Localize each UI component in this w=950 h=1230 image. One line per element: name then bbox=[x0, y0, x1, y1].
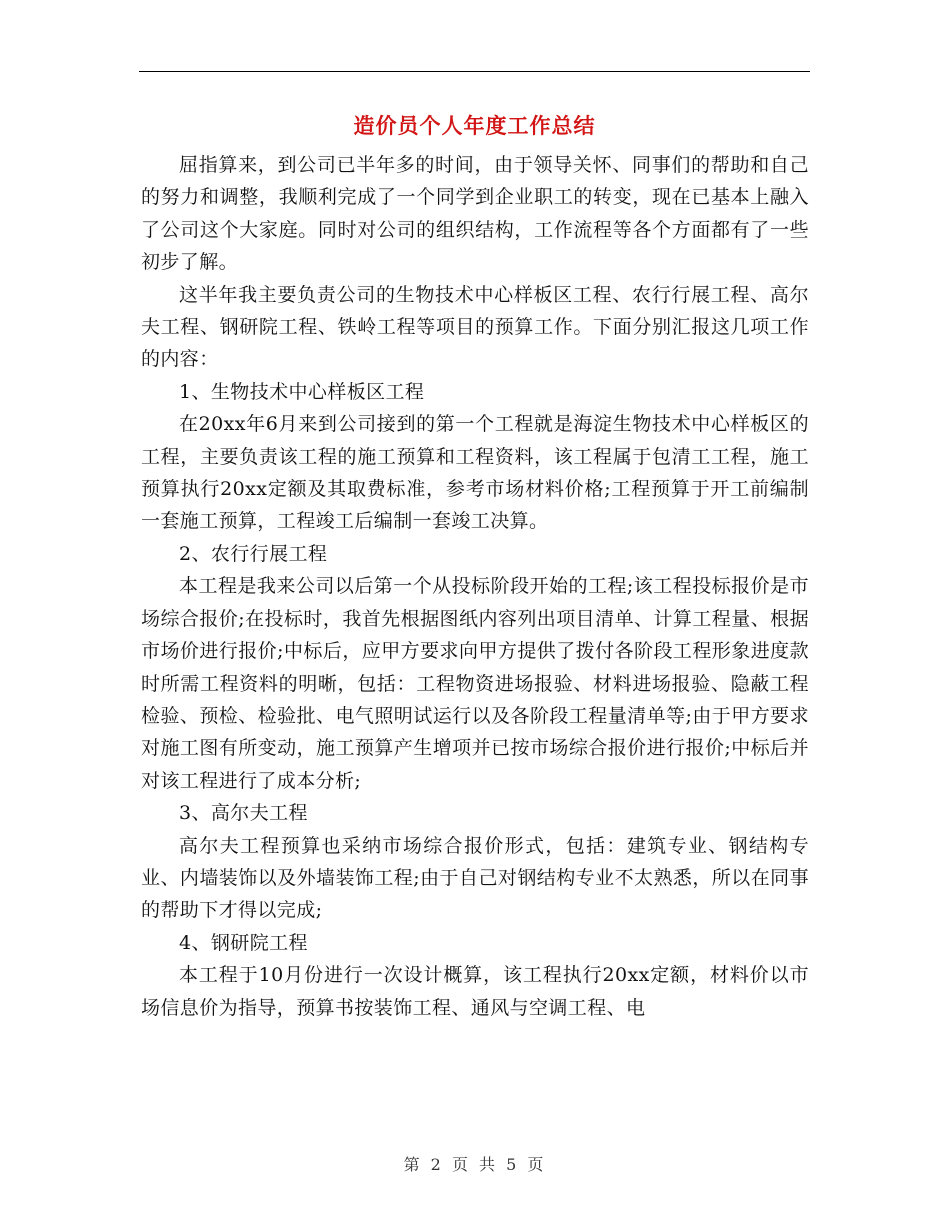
paragraph-intro: 屈指算来，到公司已半年多的时间，由于领导关怀、同事们的帮助和自己的努力和调整，我顺利完成了一个同学到企业职工的转变，现在已基本上融入了公司这个大家庭。同时对公司的组织结构，工作流程等各个方面都有了一些初步了解。 bbox=[141, 154, 809, 274]
header-rule bbox=[139, 71, 810, 72]
section-heading-2: 2、农行行展工程 bbox=[179, 542, 328, 565]
page-footer: 第 2 页 共 5 页 bbox=[403, 1155, 547, 1174]
section-heading-4: 4、钢研院工程 bbox=[179, 931, 308, 954]
paragraph-section-4: 本工程于10月份进行一次设计概算，该工程执行20xx定额，材料价以市场信息价为指导，预算书按装饰工程、通风与空调工程、电 bbox=[141, 964, 809, 1019]
paragraph-section-2: 本工程是我来公司以后第一个从投标阶段开始的工程;该工程投标报价是市场综合报价;在投标时，我首先根据图纸内容列出项目清单、计算工程量、根据市场价进行报价;中标后，应甲方要求向甲方提供了拨付各阶段工程形象进度款时所需工程资料的明晰，包括：工程物资进场报验、材料进场报验、隐蔽工程检验、预检、检验批、电气照明试运行以及各阶段工程量清单等;由于甲方要求对施工图有所变动，施工预算产生增项并已按市场综合报价进行报价;中标后并对该工程进行了成本分析; bbox=[141, 575, 809, 792]
paragraph-overview: 这半年我主要负责公司的生物技术中心样板区工程、农行行展工程、高尔夫工程、钢研院工程、铁岭工程等项目的预算工作。下面分别汇报这几项工作的内容： bbox=[141, 283, 809, 371]
document-body bbox=[141, 149, 809, 1024]
section-heading-3: 3、高尔夫工程 bbox=[179, 802, 308, 825]
paragraph-section-1: 在20xx年6月来到公司接到的第一个工程就是海淀生物技术中心样板区的工程，主要负责该工程的施工预算和工程资料，该工程属于包清工工程，施工预算执行20xx定额及其取费标准，参考市场材料价格;工程预算于开工前编制一套施工预算，工程竣工后编制一套竣工决算。 bbox=[141, 413, 809, 533]
document-title: 造价员个人年度工作总结 bbox=[353, 113, 596, 138]
paragraph-section-3: 高尔夫工程预算也采纳市场综合报价形式，包括：建筑专业、钢结构专业、内墙装饰以及外墙装饰工程;由于自己对钢结构专业不太熟悉，所以在同事的帮助下才得以完成; bbox=[141, 834, 809, 922]
section-heading-1: 1、生物技术中心样板区工程 bbox=[179, 380, 425, 403]
